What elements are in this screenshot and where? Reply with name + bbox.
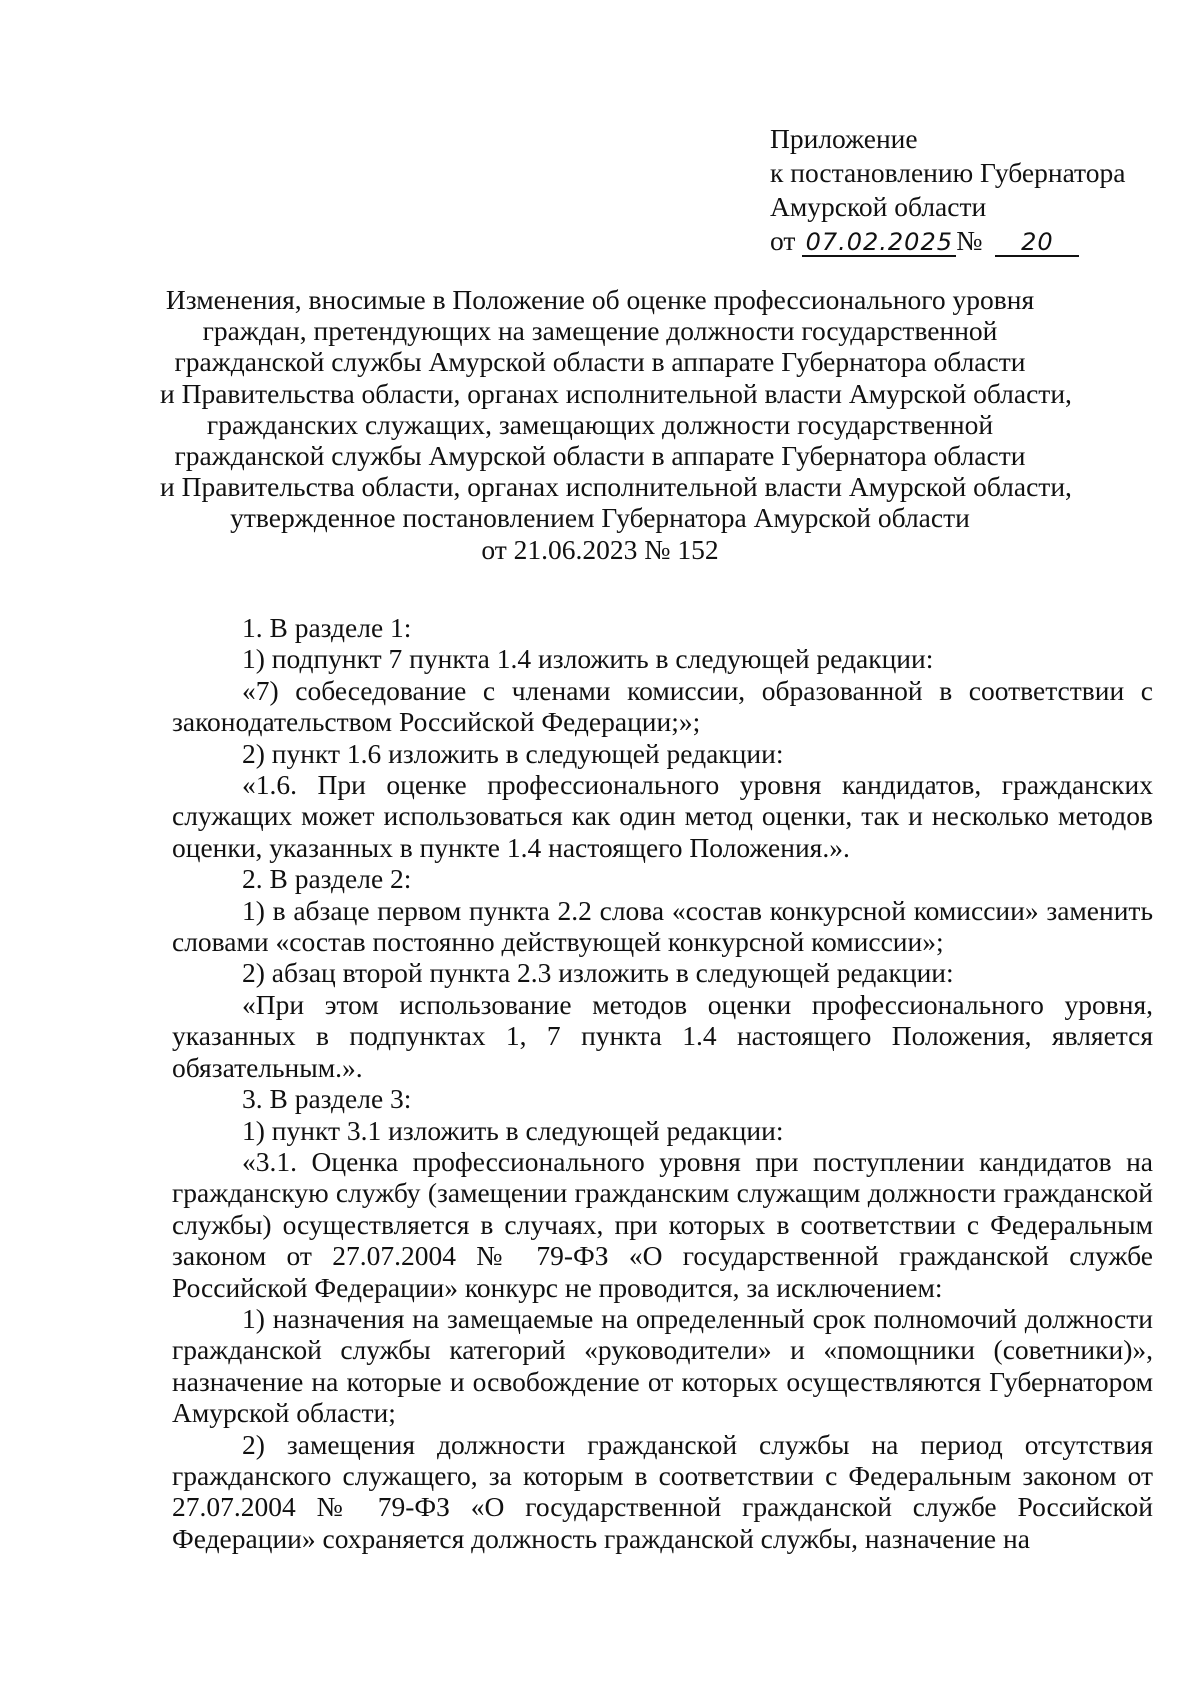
paragraph: 2. В разделе 2: (242, 863, 412, 895)
title-line: гражданской службы Амурской области в аппарате Губернатора области (174, 346, 1026, 378)
paragraph: 3. В разделе 3: (242, 1083, 412, 1115)
appendix-block (770, 122, 1125, 258)
appendix-line-2: к постановлению Губернатора (770, 157, 1126, 188)
appendix-date-line (770, 224, 1125, 258)
paragraph: 2) замещения должности гражданской службы на период отсутствия гражданского служащего, за которым в соответствии с Федеральным законом от 27.07.2004 № 79-ФЗ «О государственной гражданской службе Российской Федерации» сохраняется должность гражданской службы, назначение на (172, 1428, 1153, 1554)
title-line: гражданских служащих, замещающих должности государственной (206, 408, 994, 440)
handwritten-date: 07.02.2025 (802, 229, 956, 257)
paragraph: 1) подпункт 7 пункта 1.4 изложить в следующей редакции: (242, 643, 934, 675)
appendix-line-3: Амурской области (770, 191, 987, 222)
paragraph: 1) в абзаце первом пункта 2.2 слова «состав конкурсной комиссии» заменить словами «состав постоянно действующей конкурсной комиссии»; (172, 894, 1153, 958)
number-sign: № (956, 225, 983, 256)
appendix-line-1: Приложение (770, 123, 918, 154)
document-body (172, 612, 1153, 1554)
paragraph: «3.1. Оценка профессионального уровня при поступлении кандидатов на гражданскую службу (замещении гражданским служащим должности гражданской службы) осуществляется в случаях, при которых в соответствии с Федеральным законом от 27.07.2004 № 79-ФЗ «О государственной гражданской службе Российской Федерации» конкурс не проводится, за исключением: (172, 1145, 1153, 1303)
title-line: граждан, претендующих на замещение должности государственной (202, 315, 998, 347)
paragraph: 1) пункт 3.1 изложить в следующей редакции: (242, 1114, 784, 1146)
handwritten-number: 20 (995, 229, 1079, 257)
title-line: гражданской службы Амурской области в аппарате Губернатора области (174, 440, 1026, 472)
date-prefix: от (770, 225, 796, 256)
title-line: и Правительства области, органах исполнительной власти Амурской области, (160, 377, 1072, 409)
title-line: Изменения, вносимые в Положение об оценке профессионального уровня (165, 284, 1035, 315)
title-line: утвержденное постановлением Губернатора Амурской области (230, 502, 970, 534)
paragraph: 1. В разделе 1: (242, 612, 412, 643)
title-line: и Правительства области, органах исполнительной власти Амурской области, (160, 471, 1072, 503)
paragraph: «7) собеседование с членами комиссии, образованной в соответствии с законодательством Российской Федерации;»; (172, 674, 1153, 738)
paragraph: 2) абзац второй пункта 2.3 изложить в следующей редакции: (242, 957, 954, 989)
paragraph: 2) пункт 1.6 изложить в следующей редакции: (242, 737, 784, 769)
paragraph: 1) назначения на замещаемые на определенный срок полномочий должности гражданской службы категорий «руководители» и «помощники (советники)», назначение на которые и освобождение от которых осуществляются Губернатором Амурской области; (172, 1302, 1153, 1429)
paragraph: «1.6. При оценке профессионального уровня кандидатов, гражданских служащих может использоваться как один метод оценки, так и несколько методов оценки, указанных в пункте 1.4 настоящего Положения.». (172, 769, 1153, 863)
paragraph: «При этом использование методов оценки профессионального уровня, указанных в подпунктах 1, 7 пункта 1.4 настоящего Положения, является обязательным.». (172, 988, 1153, 1083)
title-line: от 21.06.2023 № 152 (481, 533, 719, 565)
document-title (160, 284, 1072, 565)
